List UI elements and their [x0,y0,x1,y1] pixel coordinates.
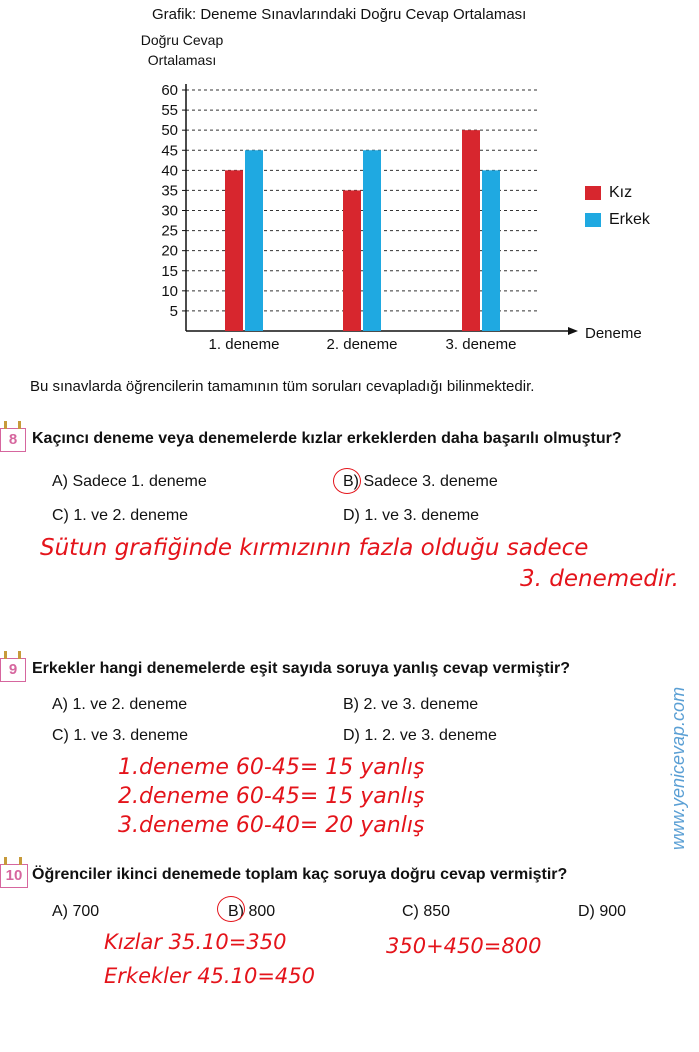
y-tick-label: 35 [161,182,178,200]
bar-erkek [245,150,263,331]
question-number-badge [0,428,26,452]
bar-kiz [343,190,361,331]
handwritten-note: Erkekler 45.10=450 [104,964,316,988]
option-a[interactable]: A) 1. ve 2. deneme [52,696,188,713]
option-b[interactable]: B) 800 [228,903,276,920]
bar-kiz [225,170,243,331]
question-number-badge [0,658,26,682]
binder-ring-icon [4,651,7,659]
y-tick-label: 55 [161,102,178,120]
question-number-badge [0,864,28,888]
option-a[interactable]: A) 700 [52,903,100,920]
chart-title: Grafik: Deneme Sınavlarındaki Doğru Cevap Ortalaması [152,6,527,23]
question-text: Erkekler hangi denemelerde eşit sayıda soruya yanlış cevap vermiştir? [32,660,571,677]
handwritten-note: 1.deneme 60-45= 15 yanlış [118,755,425,780]
legend-label-kiz: Kız [609,184,633,201]
handwritten-note: Kızlar 35.10=350 [104,930,287,954]
binder-ring-icon [4,857,7,865]
answer-circle-mark [333,468,361,494]
bar-erkek [482,170,500,331]
y-tick-label: 50 [161,122,178,140]
y-tick-label: 5 [169,302,178,320]
y-axis-label-line-2: Ortalaması [147,52,217,68]
legend-swatch-erkek [585,213,601,227]
option-c[interactable]: C) 1. ve 3. deneme [52,727,189,744]
bar-kiz [462,130,480,331]
option-d[interactable]: D) 900 [578,903,627,920]
binder-ring-icon [4,421,7,429]
binder-ring-icon [19,857,22,865]
x-category-label: 2. deneme [326,336,398,353]
y-tick-label: 10 [161,282,178,300]
handwritten-note: 3.deneme 60-40= 20 yanlış [118,813,425,838]
handwritten-note: Sütun grafiğinde kırmızının fazla olduğu sadece [40,535,589,561]
watermark-text: www.yenicevap.com [668,686,688,850]
y-axis-label-line-1: Doğru Cevap [140,32,224,48]
option-c[interactable]: C) 850 [402,903,451,920]
option-d[interactable]: D) 1. ve 3. deneme [343,507,480,524]
legend-swatch-kiz [585,186,601,200]
legend-item-kiz [585,184,632,202]
question-number: 10 [5,867,23,884]
question-number: 9 [8,661,18,678]
question-number: 8 [8,431,18,448]
x-axis-arrow-icon [568,327,578,335]
legend-item-erkek [585,211,650,229]
y-tick-label: 30 [161,202,178,220]
option-d[interactable]: D) 1. 2. ve 3. deneme [343,727,497,744]
option-b[interactable]: B) Sadece 3. deneme [343,473,498,490]
y-tick-label: 20 [161,242,178,260]
question-text: Öğrenciler ikinci denemede toplam kaç soruya doğru cevap vermiştir? [32,866,568,883]
watermark [656,652,696,852]
x-category-label: 3. deneme [445,336,517,353]
answer-circle-mark [217,896,245,922]
handwritten-note: 2.deneme 60-45= 15 yanlış [118,784,425,809]
binder-ring-icon [18,651,21,659]
x-axis-label: Deneme [585,325,642,342]
option-a[interactable]: A) Sadece 1. deneme [52,473,207,490]
y-tick-label: 15 [161,262,178,280]
question-text: Kaçıncı deneme veya denemelerde kızlar erkeklerden daha başarılı olmuştur? [32,430,622,447]
bar-erkek [363,150,381,331]
option-c[interactable]: C) 1. ve 2. deneme [52,507,189,524]
y-tick-label: 25 [161,222,178,240]
y-tick-label: 40 [161,162,178,180]
handwritten-note: 350+450=800 [386,934,542,958]
x-category-label: 1. deneme [208,336,280,353]
info-text: Bu sınavlarda öğrencilerin tamamının tüm soruları cevapladığı bilinmektedir. [30,378,535,395]
option-b[interactable]: B) 2. ve 3. deneme [343,696,479,713]
legend-label-erkek: Erkek [609,211,650,228]
handwritten-note: 3. denemedir. [520,566,679,592]
y-tick-label: 45 [161,142,178,160]
binder-ring-icon [18,421,21,429]
y-tick-label: 60 [161,82,178,99]
